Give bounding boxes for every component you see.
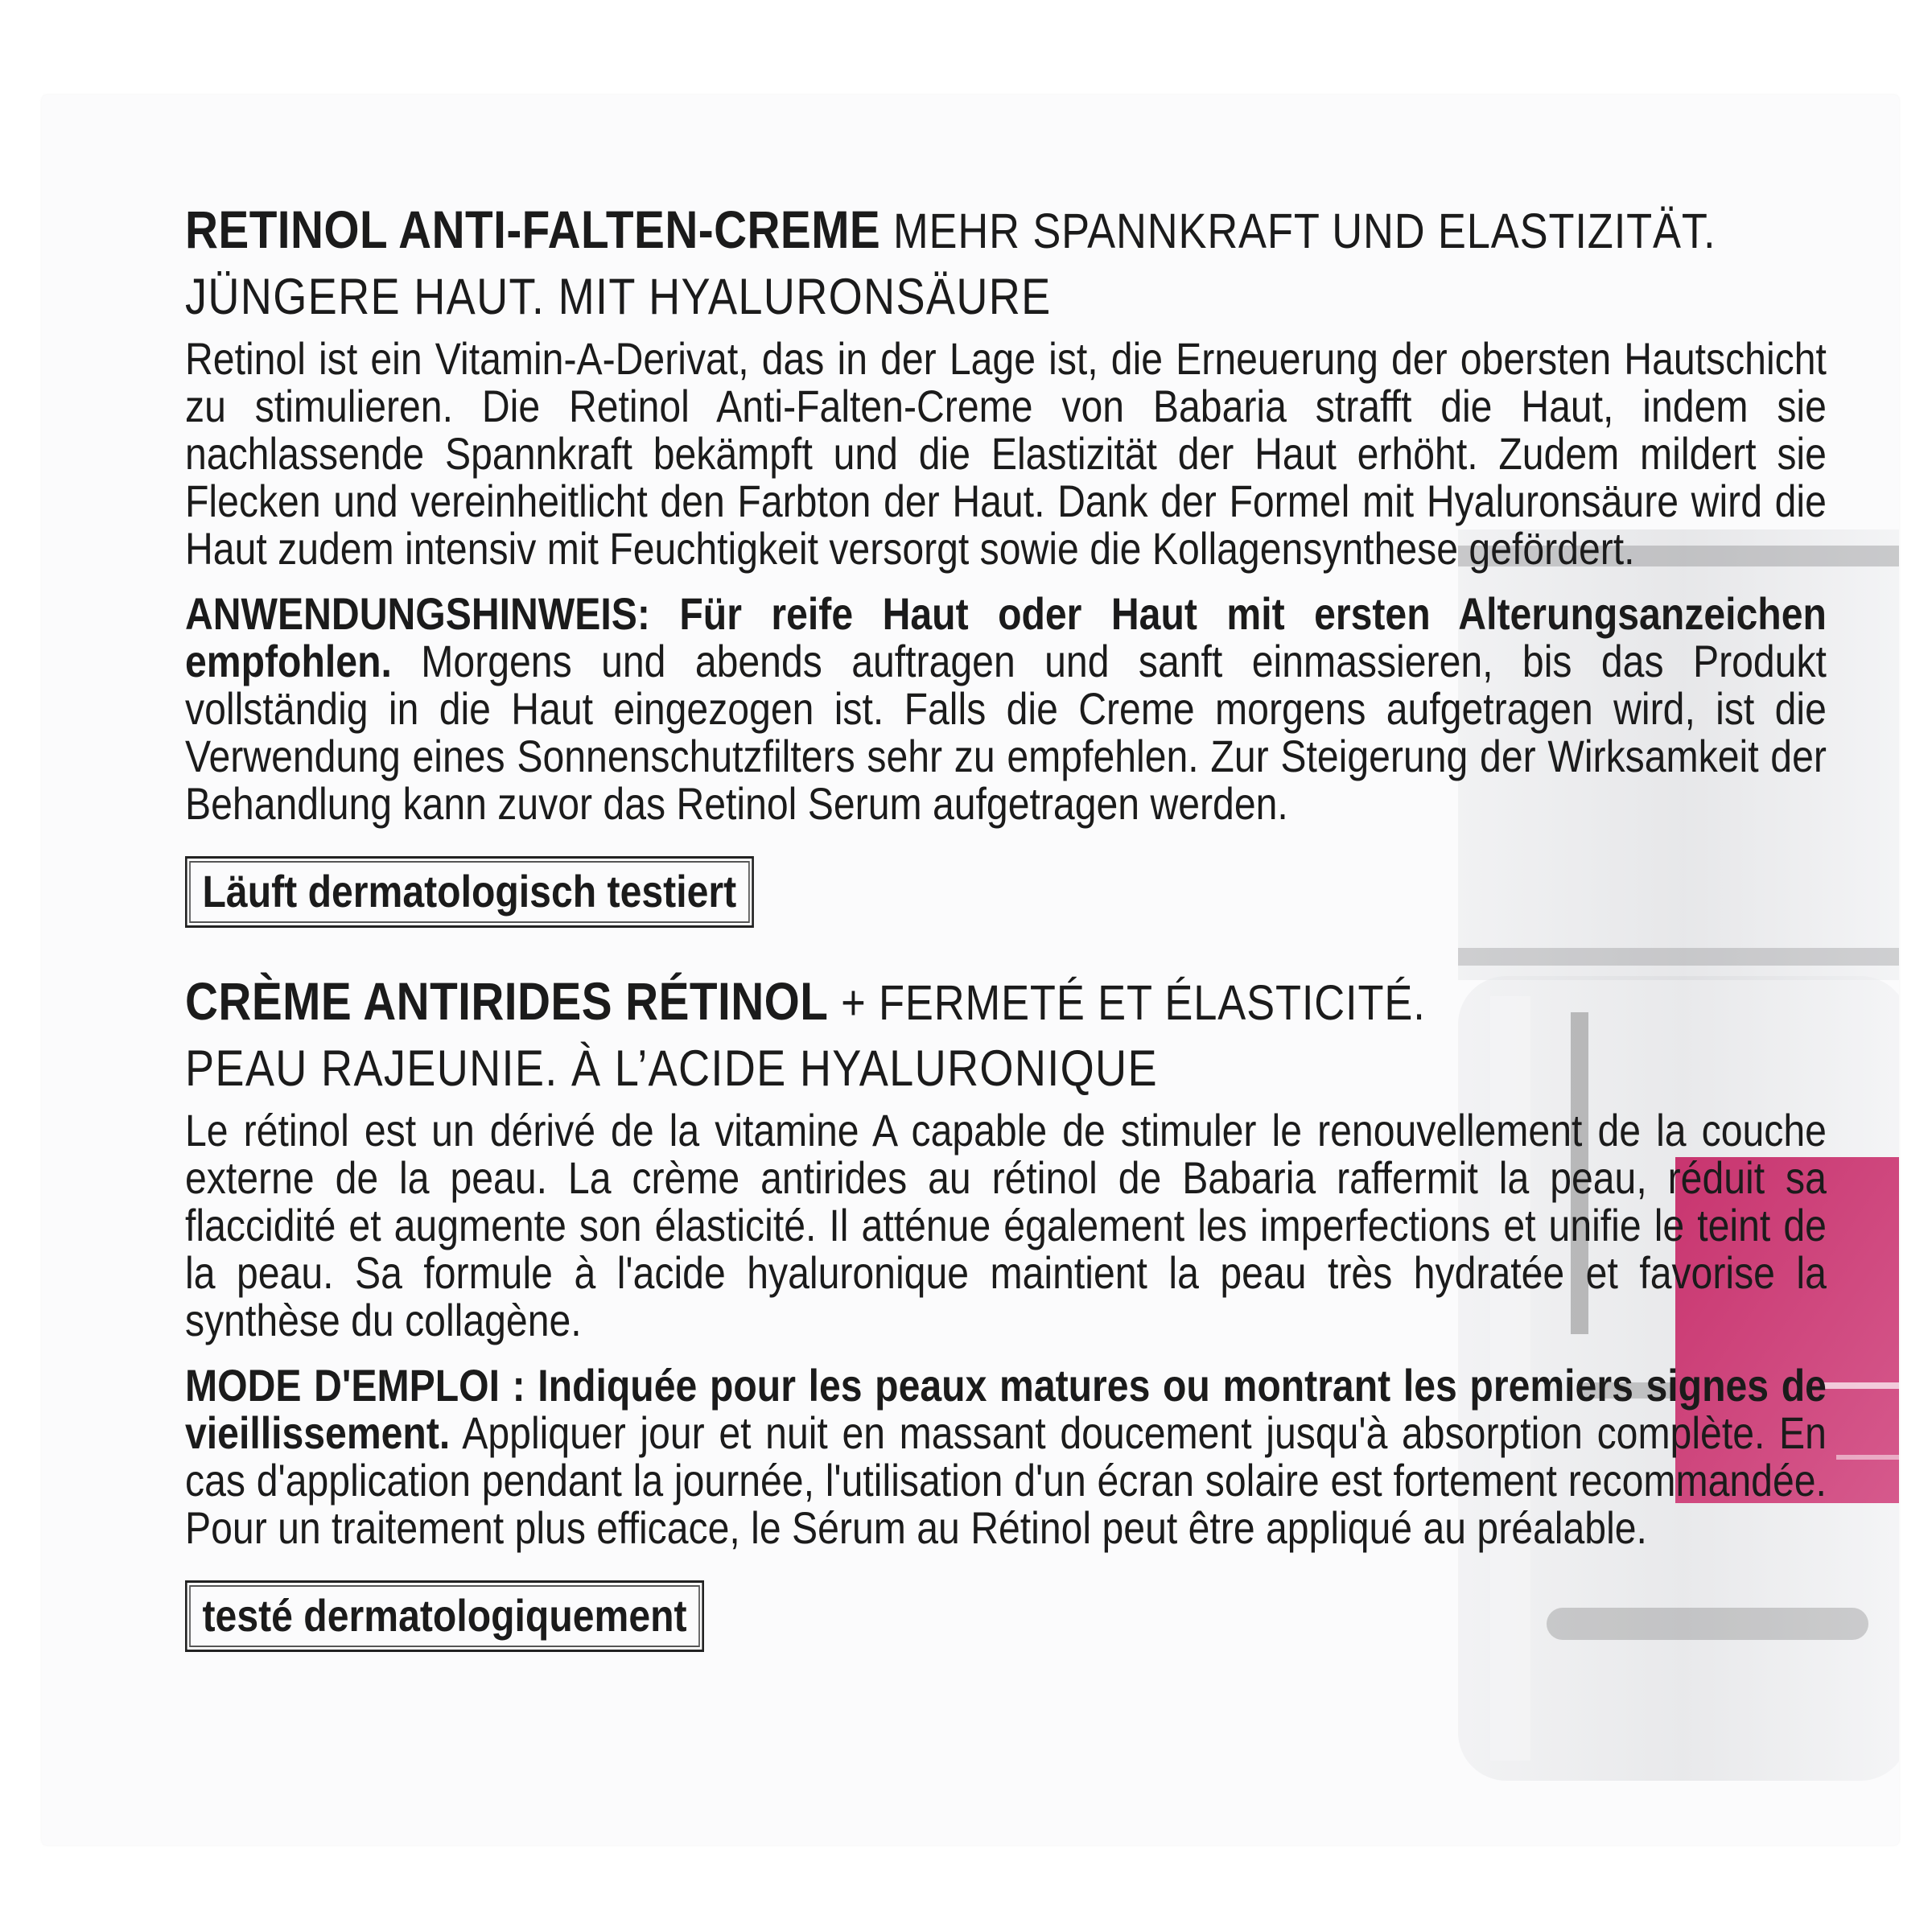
de-subtitle: MEHR SPANNKRAFT UND ELASTIZITÄT.: [892, 204, 1716, 258]
de-description: Retinol ist ein Vitamin-A-Derivat, das in der Lage ist, die Erneuerung der obersten Hautschicht zu stimulieren. Die Retinol Anti-Falten-Creme von Babaria strafft die Haut, indem sie nachlassende Spannkraft bekämpft und die Elastizität der Haut erhöht. Zudem mildert sie Flecken und vereinheitlicht den Farbton der Haut. Dank der Formel mit Hyaluronsäure wird die Haut zudem intensiv mit Feuchtigkeit versorgt sowie die Kollagensynthese gefördert.: [185, 333, 1827, 574]
de-dermatology-badge: Läuft dermatologisch testiert: [185, 856, 754, 928]
fr-subtitle-2: PEAU RAJEUNIE. À L’ACIDE HYALURONIQUE: [185, 1040, 1158, 1097]
de-title: RETINOL ANTI-FALTEN-CREME: [185, 200, 881, 259]
de-heading-line: [185, 196, 1827, 264]
de-usage: [185, 590, 1827, 827]
fr-usage-text: Appliquer jour et nuit en massant doucement jusqu'à absorption complète. En cas d'application pendant la journée, l'utilisation d'un écran solaire est fortement recommandée. Pour un traitement plus efficace, le Sérum au Rétinol peut être appliqué au préalable.: [185, 1407, 1827, 1553]
fr-dermatology-badge: testé dermatologiquement: [185, 1580, 704, 1652]
de-usage-heading: ANWENDUNGSHINWEIS: Für reife Haut oder Haut mit ersten Alterungsanzeichen empfohlen.: [185, 588, 1827, 686]
german-section: [185, 196, 1827, 928]
label-text: [185, 196, 1827, 1652]
fr-description: Le rétinol est un dérivé de la vitamine A capable de stimuler le renouvellement de la couche externe de la peau. La crème antirides au rétinol de Babaria raffermit la peau, réduit sa flaccidité et augmente son élasticité. Il atténue également les imperfections et unifie le teint de la peau. Sa formule à l'acide hyaluronique maintient la peau très hydratée et favorise la synthèse du collagène.: [185, 1105, 1827, 1345]
fr-subtitle: + FERMETÉ ET ÉLASTICITÉ.: [841, 975, 1426, 1030]
product-label-card: [42, 95, 1899, 1845]
de-usage-text: Morgens und abends auftragen und sanft einmassieren, bis das Produkt vollständig in die Haut eingezogen ist. Falls die Creme morgens aufgetragen wird, ist die Verwendung eines Sonnenschutzfilters sehr zu empfehlen. Zur Steigerung der Wirksamkeit der Behandlung kann zuvor das Retinol Serum aufgetragen werden.: [185, 636, 1827, 829]
fr-usage: [185, 1361, 1827, 1551]
fr-title: CRÈME ANTIRIDES RÉTINOL: [185, 971, 829, 1031]
french-section: [185, 968, 1827, 1652]
de-subtitle-2: JÜNGERE HAUT. MIT HYALURONSÄURE: [185, 269, 1052, 325]
fr-usage-heading: MODE D'EMPLOI : Indiquée pour les peaux matures ou montrant les premiers signes de vieillissement.: [185, 1360, 1827, 1458]
fr-heading-line: [185, 968, 1827, 1036]
